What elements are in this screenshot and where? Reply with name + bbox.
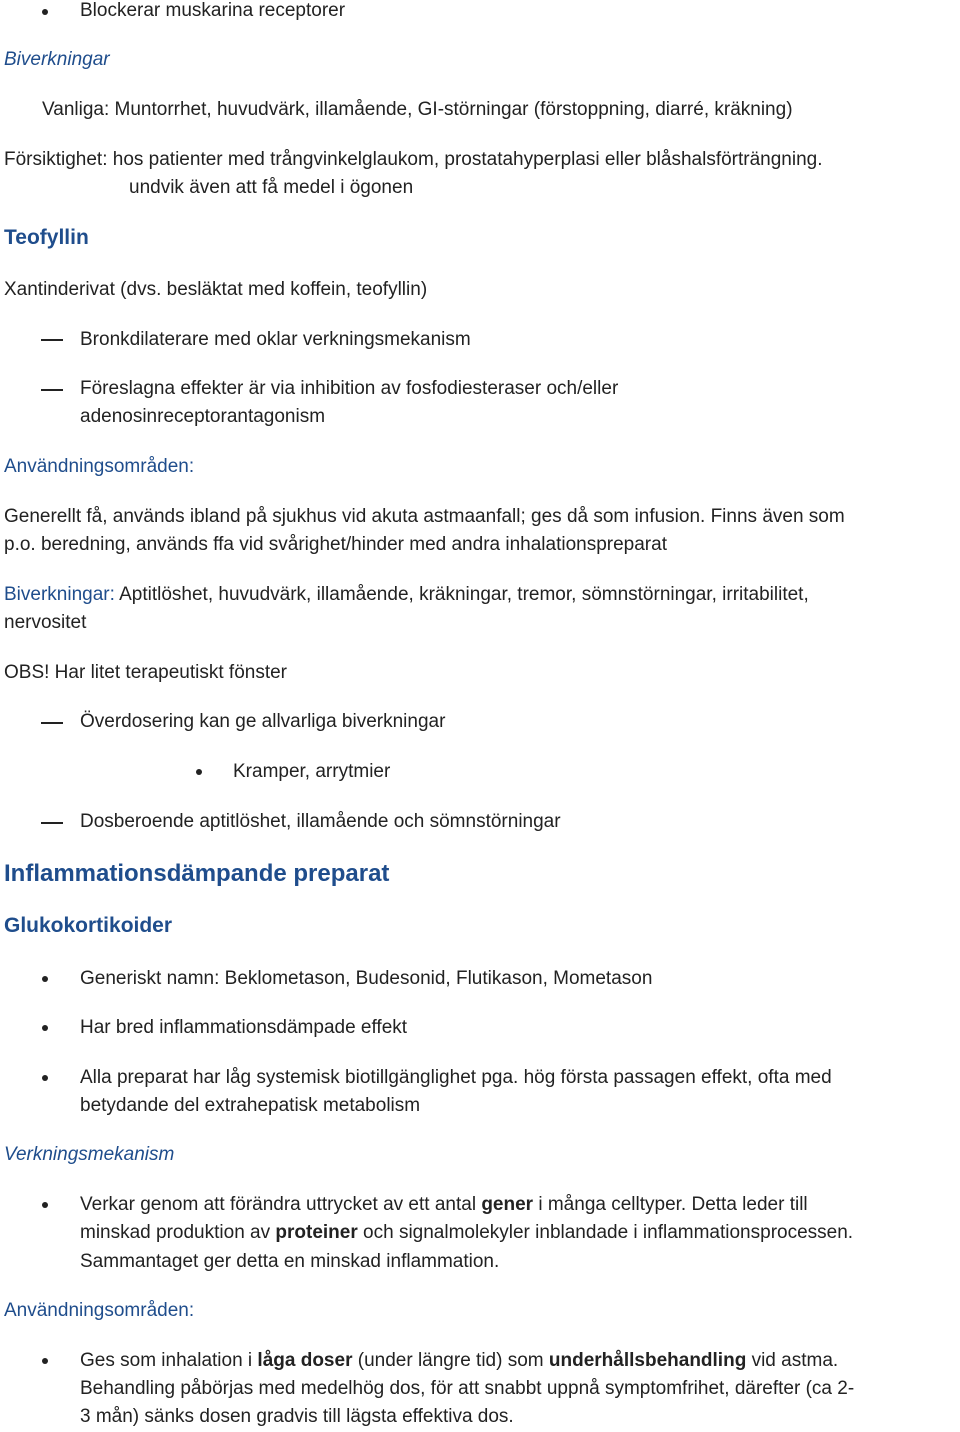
paragraph-continuation: p.o. beredning, används ffa vid svårighet/hinder med andra inhalationspreparat: [4, 534, 667, 555]
text-run: Ges som inhalation i: [80, 1350, 258, 1371]
paragraph-continuation: nervositet: [4, 612, 87, 633]
text-run: (under längre tid) som: [352, 1350, 549, 1371]
text-run: vid astma.: [746, 1350, 839, 1371]
subsection-heading: Teofyllin: [4, 226, 89, 249]
paragraph: Generellt få, används ibland på sjukhus vid akuta astmaanfall; ges då som infusion. Finns även som: [4, 506, 845, 527]
dash-item-continuation: adenosinreceptorantagonism: [80, 406, 326, 427]
text-run: Verkar genom att förändra uttrycket av ett antal: [80, 1194, 482, 1215]
dash-icon: [41, 722, 63, 724]
main-heading: Inflammationsdämpande preparat: [4, 860, 390, 887]
inline-label: Biverkningar:: [4, 584, 115, 605]
emphasis: underhållsbehandling: [548, 1350, 747, 1371]
bullet-text: Blockerar muskarina receptorer: [80, 0, 346, 21]
inline-text: Aptitlöshet, huvudvärk, illamående, kräkningar, tremor, sömnstörningar, irritabilitet,: [114, 584, 809, 605]
subsection-heading: Glukokortikoider: [4, 914, 173, 937]
paragraph: Xantinderivat (dvs. besläktat med koffein, teofyllin): [4, 279, 428, 300]
dash-item: Överdosering kan ge allvarliga biverkningar: [80, 711, 446, 732]
bullet-text: [80, 1191, 808, 1219]
bullet-icon: [196, 769, 202, 775]
text-run: och signalmolekyler inblandade i inflammationsprocessen.: [357, 1222, 854, 1243]
emphasis: gener: [481, 1194, 534, 1215]
dash-icon: [41, 389, 63, 391]
bullet-text-continuation: betydande del extrahepatisk metabolism: [80, 1095, 421, 1116]
bullet-text: Kramper, arrytmier: [233, 761, 391, 782]
bullet-text: Generiskt namn: Beklometason, Budesonid, Flutikason, Mometason: [80, 968, 653, 989]
text-run: i många celltyper. Detta leder till: [533, 1194, 808, 1215]
bullet-icon: [42, 1075, 48, 1081]
bullet-text-continuation: Sammantaget ger detta en minskad inflammation.: [80, 1251, 500, 1272]
paragraph: Vanliga: Muntorrhet, huvudvärk, illamående, GI-störningar (förstoppning, diarré, kräkning): [42, 99, 793, 120]
section-heading: Användningsområden:: [4, 456, 195, 477]
section-heading: Användningsområden:: [4, 1300, 195, 1321]
dash-icon: [41, 822, 63, 824]
dash-item: Dosberoende aptitlöshet, illamående och sömnstörningar: [80, 811, 561, 832]
bullet-icon: [42, 9, 48, 15]
emphasis: låga doser: [257, 1350, 353, 1371]
section-heading: Biverkningar: [4, 49, 110, 70]
paragraph-continuation: undvik även att få medel i ögonen: [129, 177, 414, 198]
bullet-text-continuation: Behandling påbörjas med medelhög dos, för att snabbt uppnå symptomfrihet, därefter (ca 2-: [80, 1378, 855, 1399]
text-run: minskad produktion av: [80, 1222, 276, 1243]
paragraph: Försiktighet: hos patienter med trångvinkelglaukom, prostatahyperplasi eller blåshalsförträngning.: [4, 149, 823, 170]
bullet-text-continuation: 3 mån) sänks dosen gradvis till lägsta effektiva dos.: [80, 1406, 514, 1427]
bullet-text: [80, 1347, 838, 1375]
dash-item: Föreslagna effekter är via inhibition av fosfodiesteraser och/eller: [80, 378, 619, 399]
paragraph: OBS! Har litet terapeutiskt fönster: [4, 662, 288, 683]
bullet-text: Har bred inflammationsdämpade effekt: [80, 1017, 408, 1038]
section-heading: Verkningsmekanism: [4, 1144, 175, 1165]
dash-icon: [41, 339, 63, 341]
dash-item: Bronkdilaterare med oklar verkningsmekanism: [80, 329, 471, 350]
emphasis: proteiner: [275, 1222, 358, 1243]
bullet-icon: [42, 1025, 48, 1031]
bullet-icon: [42, 1202, 48, 1208]
bullet-icon: [42, 1358, 48, 1364]
bullet-text: Alla preparat har låg systemisk biotillgänglighet pga. hög första passagen effekt, ofta med: [80, 1067, 832, 1088]
paragraph: [4, 581, 809, 609]
bullet-icon: [42, 976, 48, 982]
bullet-text-continuation: [80, 1219, 853, 1247]
